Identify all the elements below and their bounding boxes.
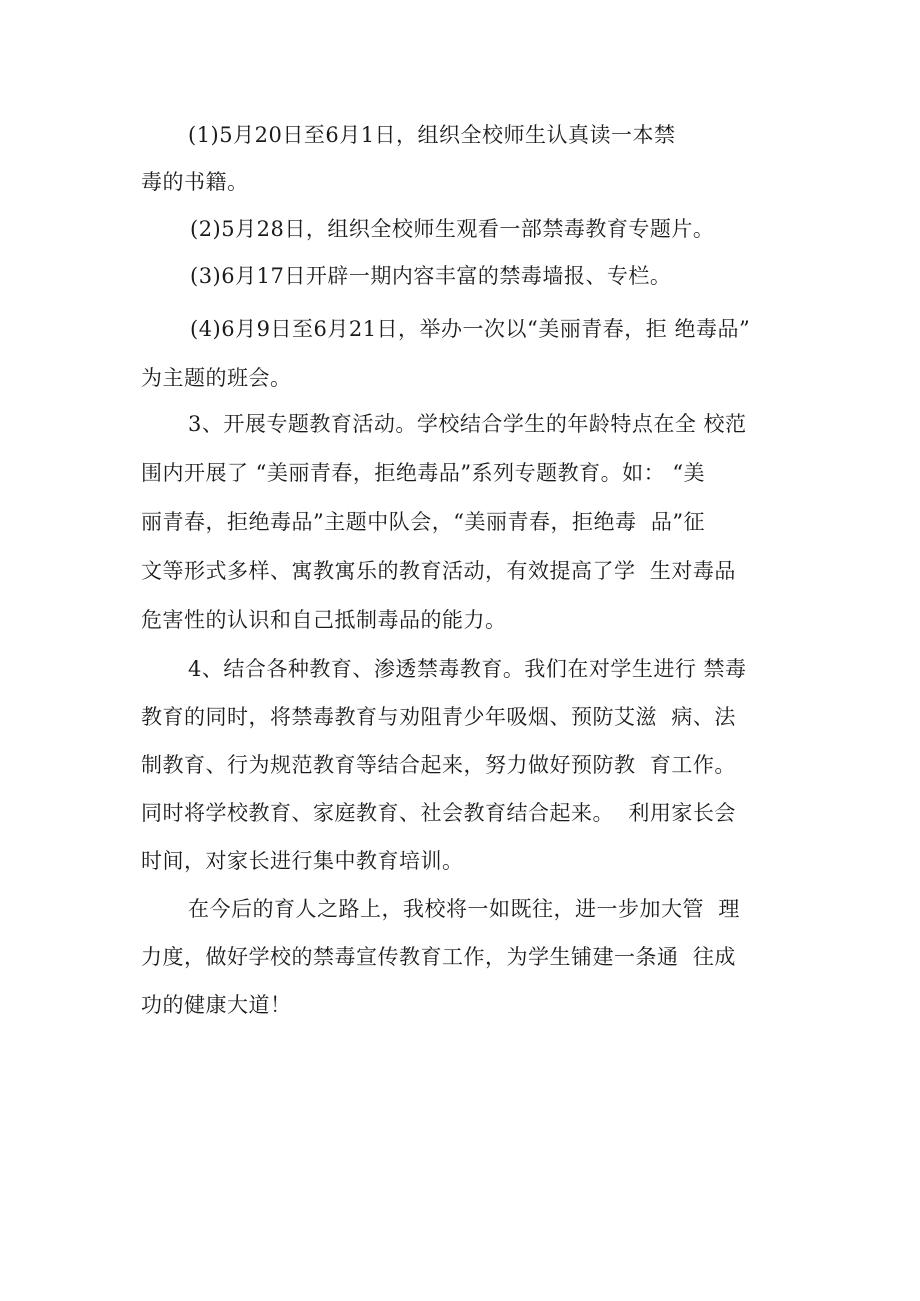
- text-line: (4)6月9日至6月21日，举办一次以“美丽青春，拒 绝毒品”: [190, 317, 751, 341]
- text-line: 文等形式多样、寓教寓乐的教育活动，有效提高了学 生对毒品: [141, 559, 736, 583]
- text-line: 时间，对家长进行集中教育培训。: [141, 849, 464, 873]
- text-line: 力度，做好学校的禁毒宣传教育工作，为学生铺建一条通 往成: [141, 945, 736, 969]
- text-line: 在今后的育人之路上，我校将一如既往，进一步加大管 理: [188, 897, 740, 921]
- text-line: 毒的书籍。: [141, 170, 249, 194]
- text-line: 为主题的班会。: [141, 366, 292, 390]
- text-line: 制教育、行为规范教育等结合起来，努力做好预防教 育工作。: [141, 753, 736, 777]
- text-line: (3)6月17日开辟一期内容丰富的禁毒墙报、专栏。: [190, 264, 672, 288]
- text-line: 丽青春，拒绝毒品”主题中队会，“美丽青春，拒绝毒 品”征: [141, 510, 706, 534]
- text-line: 4、结合各种教育、渗透禁毒教育。我们在对学生进行 禁毒: [188, 657, 747, 681]
- text-line: 同时将学校教育、家庭教育、社会教育结合起来。 利用家长会: [141, 801, 736, 825]
- text-line: (2)5月28日，组织全校师生观看一部禁毒教育专题片。: [190, 217, 715, 241]
- text-line: 3、开展专题教育活动。学校结合学生的年龄特点在全 校范: [188, 412, 747, 436]
- text-line: 教育的同时，将禁毒教育与劝阻青少年吸烟、预防艾滋 病、法: [141, 705, 736, 729]
- text-line: 危害性的认识和自己抵制毒品的能力。: [141, 608, 507, 632]
- text-line: (1)5月20日至6月1日，组织全校师生认真读一本禁: [188, 123, 676, 147]
- text-line: 围内开展了 “美丽青春，拒绝毒品”系列专题教育。如： “美: [141, 461, 706, 485]
- text-line: 功的健康大道！: [141, 993, 292, 1017]
